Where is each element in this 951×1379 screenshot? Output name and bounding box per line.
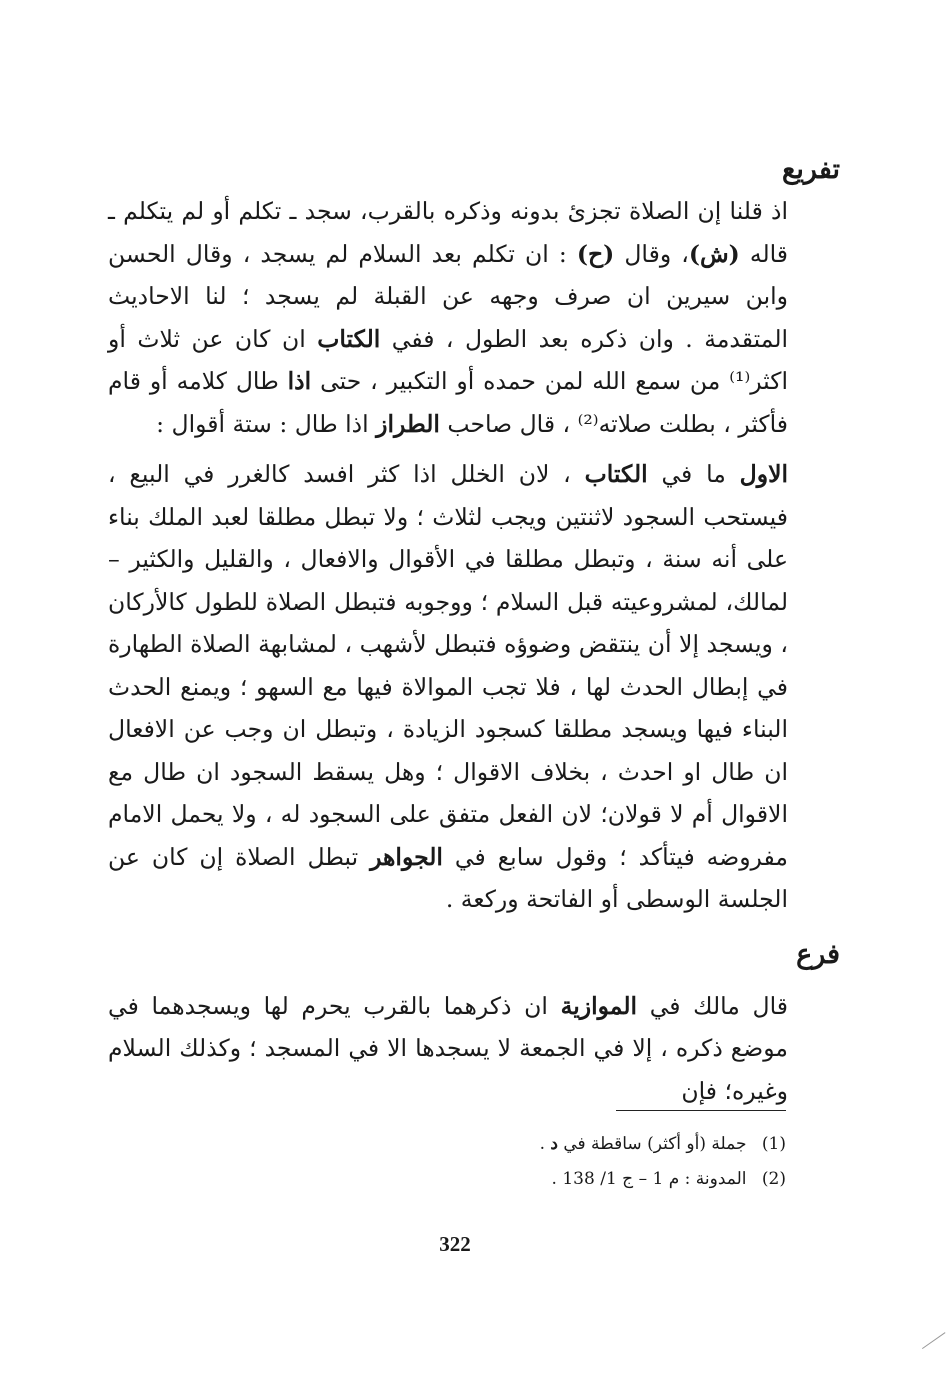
text-run: ان ذكرهما بالقرب يحرم لها ويسجدهما في موضع ذكره ، إلا في الجمعة لا يسجدها الا في المسجد ؛ وكذلك السلام وغيره؛ فإن — [108, 991, 788, 1105]
text-run: اذا طال : ستة أقوال : — [156, 409, 377, 438]
footnotes — [420, 1127, 786, 1197]
bold-term: الكتاب — [317, 324, 381, 353]
bold-term: الموازية — [560, 991, 638, 1020]
bold-term: (ش) — [688, 239, 740, 268]
footnote-divider — [616, 1110, 786, 1111]
section-heading-far: فرع — [796, 938, 840, 970]
page-number: 322 — [439, 1232, 471, 1256]
footnote-text: المدونة : م 1 – ج 1/ 138 . — [551, 1169, 747, 1189]
footnote-manuscript-siglum: د — [550, 1134, 558, 1154]
text-run: ان كان عن ثلاث أو اكثر⁽¹⁾ من سمع الله لمن حمده أو التكبير ، حتى — [108, 324, 788, 395]
paragraph-1 — [108, 190, 788, 445]
text-run: طال كلامه أو قام فأكثر ، بطلت صلاته⁽²⁾ ، قال صاحب — [108, 367, 788, 438]
footnote-end: . — [539, 1134, 545, 1154]
footnote-number: (2) — [761, 1169, 786, 1189]
bold-term: الاول — [739, 460, 789, 488]
text-run: تبطل الصلاة إن كان عن الجلسة الوسطى أو الفاتحة وركعة . — [108, 842, 788, 913]
section-heading-tafri: تفريع — [782, 154, 840, 185]
bold-term: الكتاب — [584, 460, 648, 488]
footnote-text: جملة (أو أكثر) ساقطة في — [563, 1134, 747, 1154]
footnote-1 — [420, 1127, 786, 1162]
text-run: قال مالك في — [637, 991, 788, 1020]
bold-term: (ح) — [576, 239, 615, 268]
bold-term: الطراز — [376, 409, 440, 438]
paragraph-3 — [108, 985, 788, 1113]
paragraph-2 — [108, 453, 788, 921]
text-run: ، وقال — [614, 239, 689, 268]
text-run: اذ قلنا إن الصلاة تجزئ بدونه وذكره بالقرب، سجد ـ تكلم أو لم يتكلم ـ قاله — [108, 197, 789, 268]
text-run: ، لان الخلل اذا كثر افسد كالغرر في البيع ، فيستحب السجود لاثنتين ويجب لثلاث ؛ ولا تبطل مطلقا لعبد الملك بناء على أنه سنة ، وتبطل مطلقا في الأقوال والافعال ، والقليل والكثير – لمالك، لمشروعيته قبل السلام ؛ ووجوبه فتبطل الصلاة للطول كالأركان ، ويسجد إلا أن ينتقض وضوؤه فتبطل لأشهب ، لمشابهة الصلاة الطهارة في إبطال الحدث لها ، فلا تجب الموالاة فيها مع السهو ؛ ويمنع الحدث البناء فيها ويسجد مطلقا كسجود الزيادة ، وتبطل ان وجب عن الافعال ان طال او احدث ، بخلاف الاقوال ؛ وهل يسقط السجود ان طال مع الاقوال أم لا قولان؛ لان الفعل متفق على السجود له ، ولا يحمل الامام مفروضه فيتأكد ؛ وقول سابع في — [108, 460, 788, 871]
scan-edge-mark — [922, 1332, 946, 1350]
footnote-2 — [420, 1162, 786, 1197]
text-run: ما في — [647, 460, 740, 488]
text-run: : ان تكلم بعد السلام لم يسجد ، وقال الحسن وابن سيرين ان صرف وجهه عن القبلة لم يسجد ؛ لنا الاحاديث المتقدمة . وان ذكره بعد الطول ، ففي — [108, 239, 789, 353]
bold-term: اذا — [287, 367, 312, 395]
page-body — [108, 150, 840, 1112]
footnote-number: (1) — [761, 1134, 786, 1154]
bold-term: الجواهر — [370, 842, 443, 871]
